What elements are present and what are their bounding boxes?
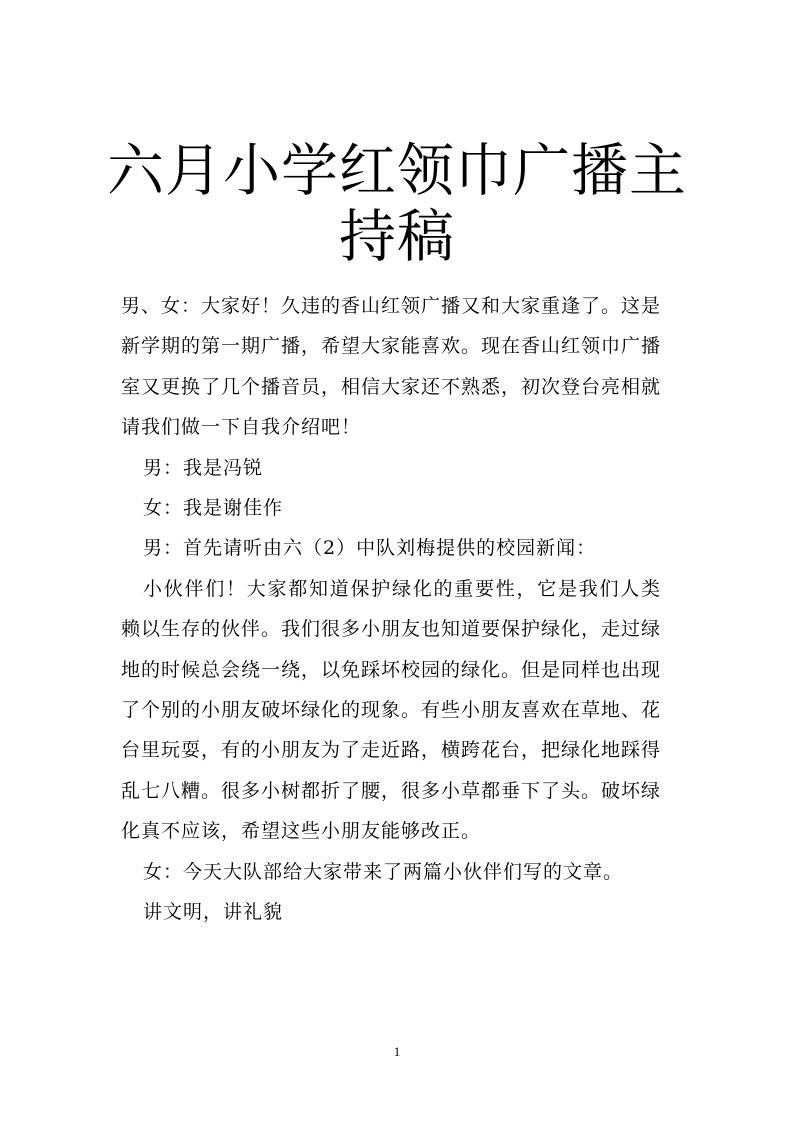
- paragraph-intro: 男、女：大家好！久违的香山红领广播又和大家重逢了。这是新学期的第一期广播，希望大家能喜欢。现在香山红领巾广播室又更换了几个播音员，相信大家还不熟悉，初次登台亮相就请我们做一下自我介绍吧！: [121, 295, 662, 439]
- paragraph-news-lead: 男：首先请听由六（2）中队刘梅提供的校园新闻：: [143, 537, 597, 560]
- paragraph-male-intro: 男：我是冯锐: [143, 456, 264, 479]
- document-title: 六月小学红领巾广播主持稿: [107, 138, 687, 270]
- paragraph-female-intro: 女：我是谢佳作: [143, 497, 284, 520]
- paragraph-article-heading: 讲文明，讲礼貌: [143, 901, 284, 924]
- paragraph-news-body: 小伙伴们！大家都知道保护绿化的重要性，它是我们人类赖以生存的伙伴。我们很多小朋友也知道要保护绿化，走过绿地的时候总会绕一绕，以免踩坏校园的绿化。但是同样也出现了个别的小朋友破坏绿化的现象。有些小朋友喜欢在草地、花台里玩耍，有的小朋友为了走近路，横跨花台，把绿化地踩得乱七八糟。很多小树都折了腰，很多小草都垂下了头。破坏绿化真不应该，希望这些小朋友能够改正。: [121, 577, 662, 843]
- page-number: 1: [393, 1044, 401, 1059]
- paragraph-articles-lead: 女：今天大队部给大家带来了两篇小伙伴们写的文章。: [143, 860, 624, 883]
- document-body: [121, 286, 661, 933]
